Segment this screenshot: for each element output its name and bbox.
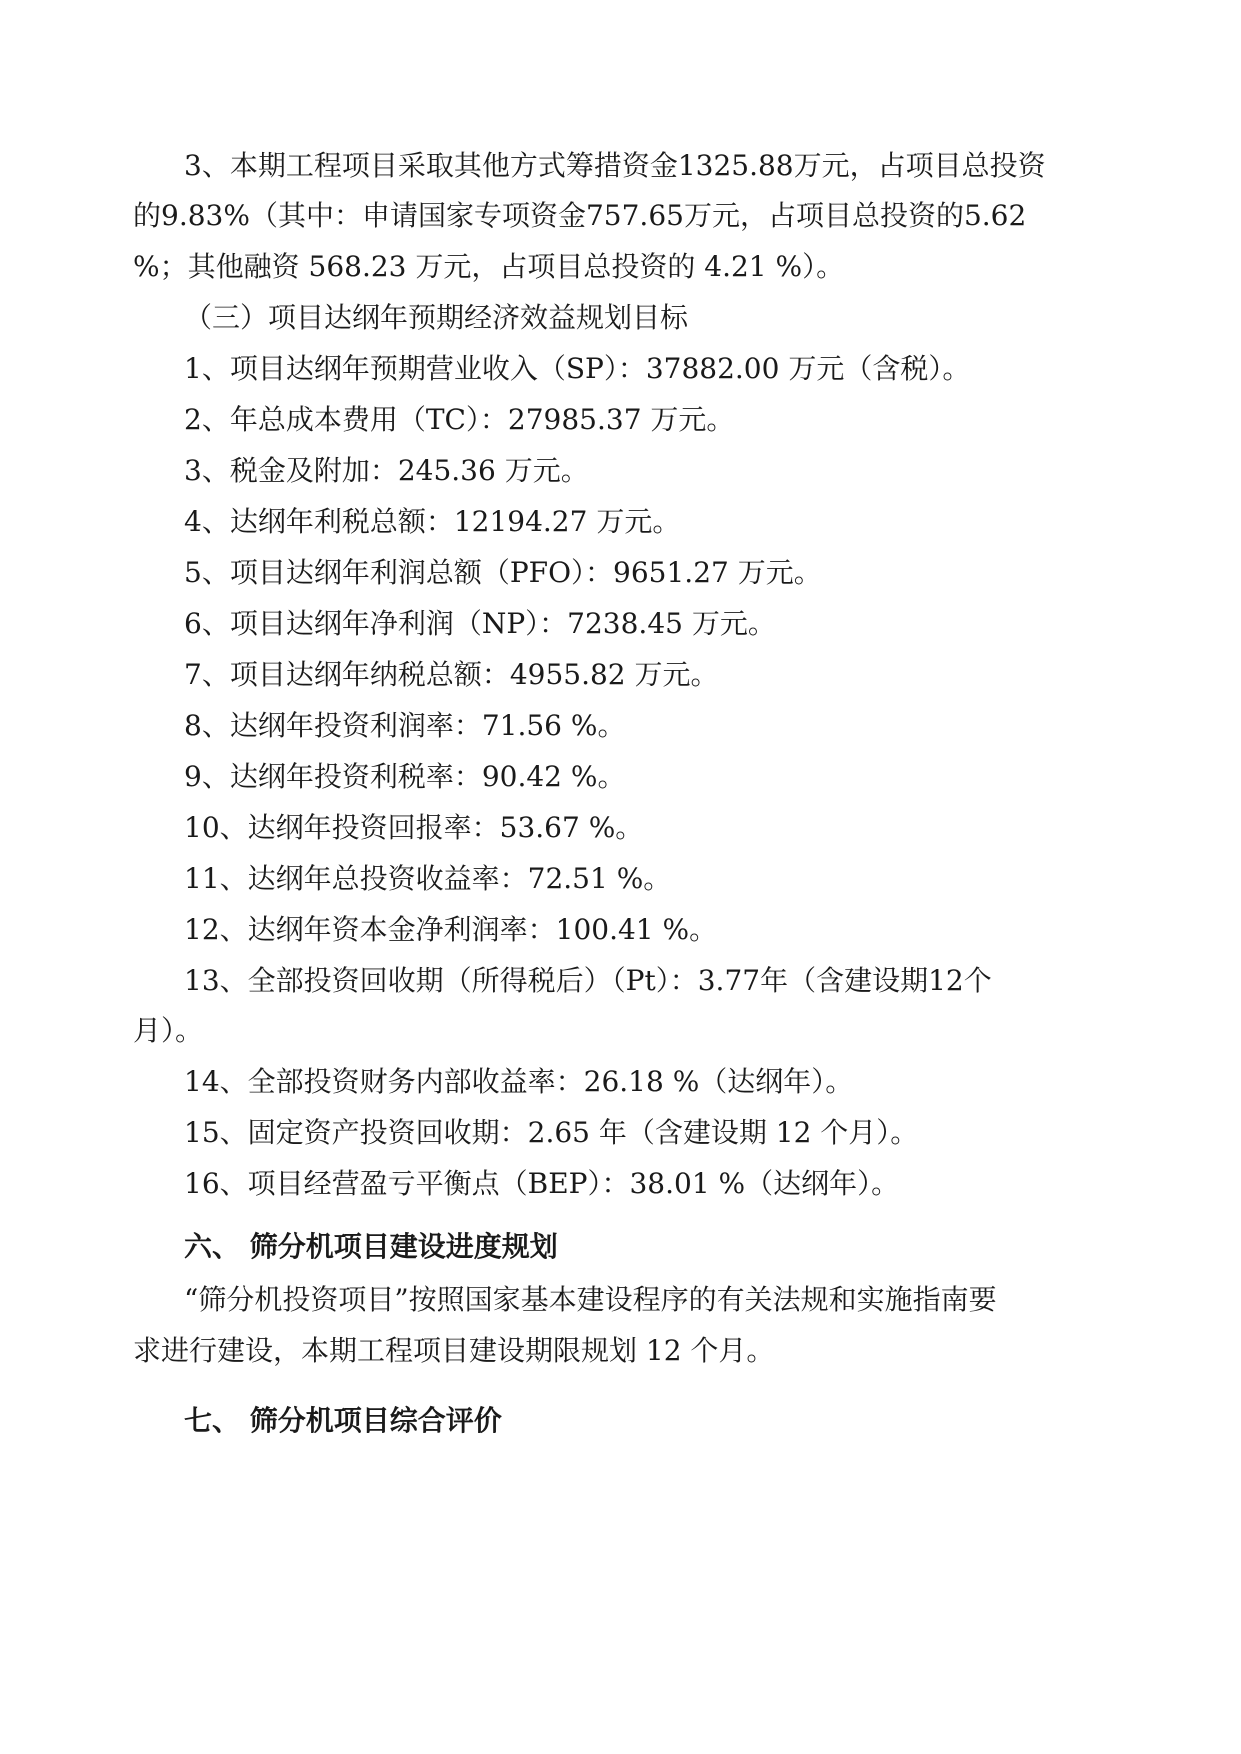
list-item: 10、达纲年投资回报率：53.67 %。 (184, 811, 644, 844)
funding-line-2-part-a: 的 (133, 199, 162, 232)
list-item: 9、达纲年投资利税率：90.42 %。 (184, 760, 626, 793)
item-13-part-a: 13、全部投资回收期（所得税后）（Pt）：3.77 (184, 964, 761, 997)
item-13-line-1 (184, 961, 992, 1001)
list-item: 12、达纲年资本金净利润率：100.41 %。 (184, 913, 718, 946)
list-item: 3、税金及附加：245.36 万元。 (184, 454, 589, 487)
funding-line-2-part-f: 5.62 (963, 199, 1027, 232)
funding-line-1 (184, 146, 1046, 186)
funding-line-1-part-a: 3、本期工程项目采取其他方式筹措资金 (184, 149, 678, 182)
funding-line-2-part-d: 757.65 (585, 199, 684, 232)
list-item: 8、达纲年投资利润率：71.56 %。 (184, 709, 626, 742)
list-item: 7、项目达纲年纳税总额：4955.82 万元。 (184, 658, 719, 691)
funding-line-2-part-c: %（其中：申请国家专项资金 (223, 199, 586, 232)
list-item: 6、项目达纲年净利润（NP）：7238.45 万元。 (184, 607, 776, 640)
funding-line-3: %；其他融资 568.23 万元，占项目总投资的 4.21 %）。 (133, 250, 845, 283)
section-7-heading: 七、 筛分机项目综合评价 (184, 1404, 502, 1437)
funding-line-2-part-b: 9.83 (161, 199, 224, 232)
item-13-part-d: 个 (963, 964, 992, 997)
section-6-heading: 六、 筛分机项目建设进度规划 (184, 1230, 558, 1263)
section-6-line-2: 求进行建设，本期工程项目建设期限规划 12 个月。 (133, 1334, 775, 1367)
funding-line-1-part-b: 1325.88 (677, 149, 794, 182)
section-6-line-1-text: “筛分机投资项目”按照国家基本建设程序的有关法规和实施指南要 (184, 1283, 997, 1316)
list-item: 14、全部投资财务内部收益率：26.18 %（达纲年）。 (184, 1065, 854, 1098)
item-13-part-b: 年（含建设期 (760, 964, 929, 997)
list-item: 16、项目经营盈亏平衡点（BEP）：38.01 %（达纲年）。 (184, 1167, 900, 1200)
funding-line-2-part-e: 万元，占项目总投资的 (683, 199, 964, 232)
list-item: 4、达纲年利税总额：12194.27 万元。 (184, 505, 681, 538)
funding-line-1-part-c: 万元，占项目总投资 (793, 149, 1046, 182)
item-13-line-2: 月）。 (133, 1014, 204, 1047)
list-item: 11、达纲年总投资收益率：72.51 %。 (184, 862, 672, 895)
list-item: 5、项目达纲年利润总额（PFO）：9651.27 万元。 (184, 556, 822, 589)
funding-line-2 (133, 196, 1027, 236)
list-item: 15、固定资产投资回收期：2.65 年（含建设期 12 个月）。 (184, 1116, 919, 1149)
section-3-title: （三）项目达纲年预期经济效益规划目标 (184, 301, 689, 334)
item-13-part-c: 12 (928, 964, 964, 997)
list-item: 1、项目达纲年预期营业收入（SP）：37882.00 万元（含税）。 (184, 352, 971, 385)
list-item: 2、年总成本费用（TC）：27985.37 万元。 (184, 403, 735, 436)
section-6-line-1 (184, 1280, 997, 1320)
